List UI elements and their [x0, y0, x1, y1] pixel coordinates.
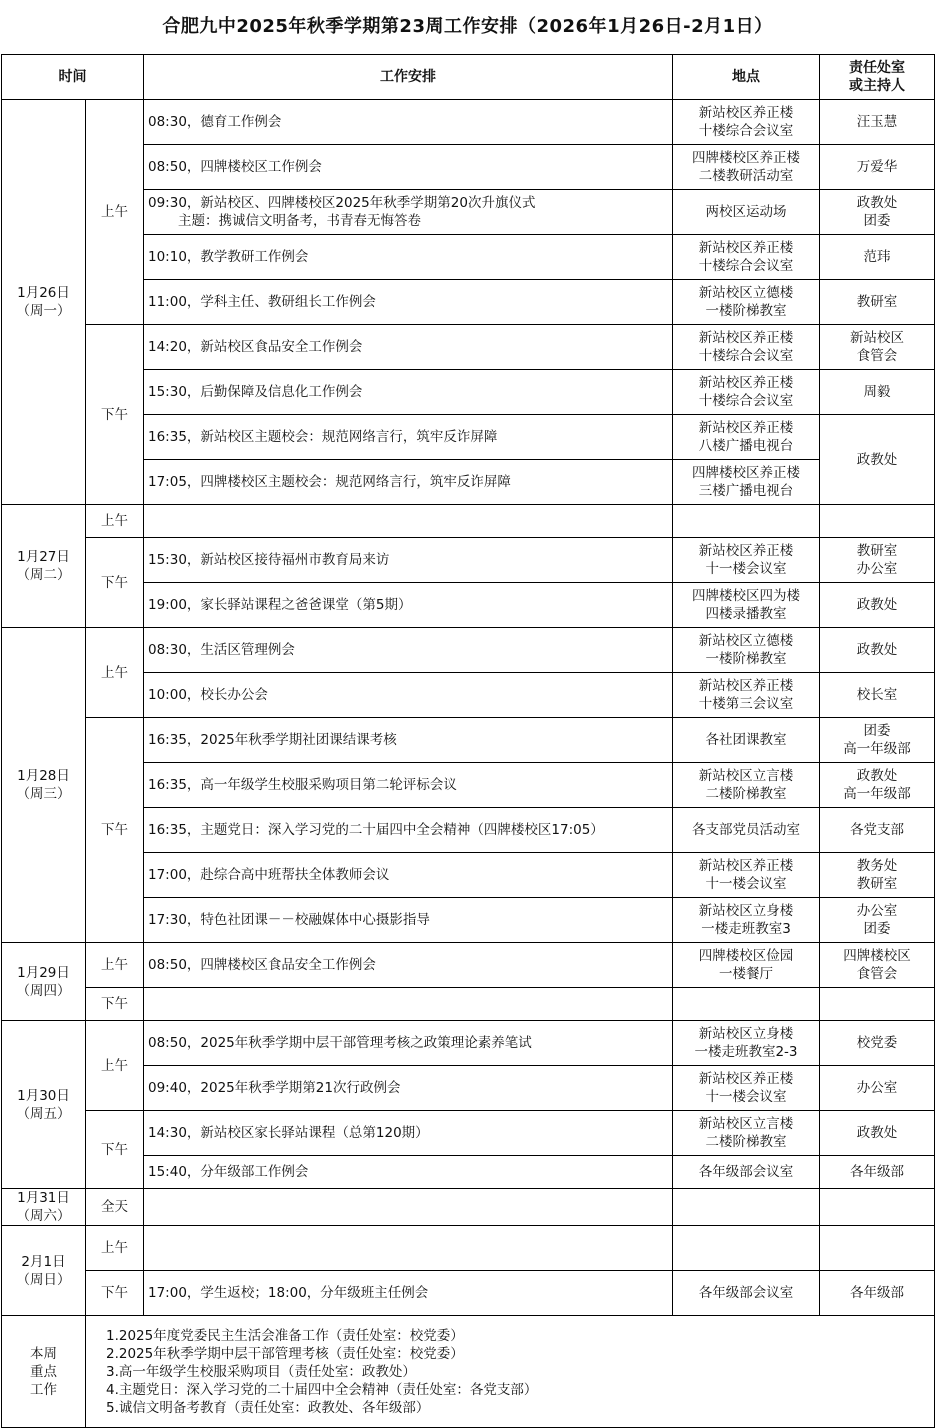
period-cell: [86, 505, 144, 538]
work-item-subtitle: 主题：携诚信文明备考，书青春无悔答卷: [178, 213, 421, 229]
owner-cell: [820, 1271, 935, 1316]
period-label: 上午: [101, 204, 128, 220]
work-cell: [144, 145, 673, 190]
owner-line: 团委: [863, 723, 891, 739]
day-cell: [2, 628, 86, 943]
period-cell: [86, 538, 144, 628]
place-line: 十一楼会议室: [705, 561, 787, 577]
owner-line: 政教处: [856, 451, 898, 468]
day-weekday: （周五）: [16, 1105, 71, 1122]
work-item: 16:35，主题党日：深入学习党的二十届四中全会精神（四牌楼校区17:05）: [148, 822, 604, 838]
place-line: 新站校区养正楼: [698, 330, 794, 346]
place-cell: [673, 190, 820, 235]
place-cell: [673, 325, 820, 370]
owner-cell: [820, 718, 935, 763]
place-line: 新站校区养正楼: [698, 375, 794, 391]
place-cell: [673, 505, 820, 538]
place-line: 新站校区立德楼: [698, 285, 794, 301]
work-cell: [144, 1156, 673, 1189]
work-item: 19:00，家长驿站课程之爸爸课堂（第5期）: [148, 597, 412, 613]
header-place: [673, 55, 820, 100]
period-label: 下午: [101, 996, 128, 1012]
work-item: 08:50，四牌楼校区食品安全工作例会: [148, 957, 376, 973]
place-cell: [673, 1189, 820, 1226]
work-item: 11:00，学科主任、教研组长工作例会: [148, 294, 376, 310]
focus-item: 4.主题党日：深入学习党的二十届四中全会精神（责任处室：各党支部）: [106, 1381, 538, 1398]
work-item: 08:30，生活区管理例会: [148, 642, 295, 658]
work-cell: [144, 1189, 673, 1226]
focus-item: 5.诚信文明备考教育（责任处室：政教处、各年级部）: [106, 1399, 430, 1416]
work-item: 17:30，特色社团课－－校融媒体中心摄影指导: [148, 912, 430, 928]
place-line: 四牌楼校区养正楼: [692, 465, 800, 481]
day-date: 1月29日: [17, 964, 70, 981]
owner-line: 政教处: [856, 1125, 898, 1141]
work-item: 10:10，教学教研工作例会: [148, 249, 309, 265]
owner-line: 校长室: [856, 687, 898, 703]
owner-cell: [820, 100, 935, 145]
day-cell: [2, 505, 86, 628]
place-line: 各年级部会议室: [698, 1164, 794, 1180]
owner-cell: [820, 235, 935, 280]
place-line: 新站校区立身楼: [698, 903, 794, 919]
work-item: 15:40，分年级部工作例会: [148, 1164, 309, 1180]
work-item: 10:00，校长办公会: [148, 687, 268, 703]
place-cell: [673, 898, 820, 943]
owner-line: 食管会: [856, 966, 898, 982]
table-row: [2, 628, 935, 673]
place-line: 新站校区养正楼: [698, 1071, 794, 1087]
place-line: 十一楼会议室: [705, 1089, 787, 1105]
day-weekday: （周四）: [16, 982, 71, 999]
owner-line: 教务处: [856, 858, 898, 874]
place-cell: [673, 988, 820, 1021]
day-weekday: （周一）: [16, 303, 71, 319]
work-cell: [144, 808, 673, 853]
owner-cell: [820, 1021, 935, 1066]
place-line: 三楼广播电视台: [698, 483, 794, 499]
place-line: 二楼阶梯教室: [705, 786, 787, 802]
place-line: 一楼餐厅: [719, 966, 773, 982]
focus-row: [2, 1316, 935, 1428]
place-cell: [673, 673, 820, 718]
period-cell: [86, 1111, 144, 1189]
place-line: 两校区运动场: [705, 204, 787, 220]
period-label: 下午: [101, 574, 128, 591]
table-row: [2, 325, 935, 370]
table-row: [2, 1226, 935, 1271]
period-label: 全天: [101, 1199, 128, 1215]
day-weekday: （周三）: [16, 786, 71, 802]
place-cell: [673, 1111, 820, 1156]
focus-item: 3.高一年级学生校服采购项目（责任处室：政教处）: [106, 1363, 416, 1380]
table-row: [2, 718, 935, 763]
work-item: 09:40，2025年秋季学期第21次行政例会: [148, 1080, 401, 1096]
table-row: [2, 1111, 935, 1156]
place-line: 新站校区养正楼: [698, 240, 794, 256]
owner-cell: [820, 628, 935, 673]
focus-item: 1.2025年度党委民主生活会准备工作（责任处室：校党委）: [106, 1327, 464, 1344]
page-title: 合肥九中2025年秋季学期第23周工作安排（2026年1月26日-2月1日）: [162, 16, 773, 37]
day-weekday: （周二）: [16, 567, 71, 583]
owner-line: 各党支部: [850, 822, 904, 838]
period-label: 下午: [101, 1141, 128, 1158]
owner-line: 四牌楼校区: [843, 948, 911, 964]
place-line: 各年级部会议室: [698, 1285, 794, 1301]
period-cell: [86, 628, 144, 718]
place-cell: [673, 280, 820, 325]
place-line: 十楼综合会议室: [698, 348, 794, 364]
place-line: 新站校区养正楼: [698, 858, 794, 874]
place-line: 一楼走班教室3: [701, 921, 791, 937]
focus-list-cell: [86, 1316, 935, 1428]
owner-line: 政教处: [856, 768, 898, 784]
owner-line: 政教处: [856, 195, 898, 211]
place-line: 二楼阶梯教室: [705, 1134, 787, 1150]
table-row: [2, 538, 935, 583]
day-cell: [2, 1189, 86, 1226]
place-line: 十一楼会议室: [705, 876, 787, 892]
work-cell: [144, 235, 673, 280]
place-cell: [673, 1021, 820, 1066]
work-item: 16:35，2025年秋季学期社团课结课考核: [148, 732, 397, 748]
work-cell: [144, 1066, 673, 1111]
place-line: 一楼阶梯教室: [705, 651, 787, 667]
place-line: 一楼走班教室2-3: [694, 1044, 798, 1060]
owner-cell: [820, 853, 935, 898]
owner-cell: [820, 1189, 935, 1226]
place-line: 二楼教研活动室: [698, 168, 794, 184]
place-cell: [673, 145, 820, 190]
work-cell: [144, 853, 673, 898]
owner-line: 汪玉慧: [856, 114, 898, 130]
owner-cell: [820, 280, 935, 325]
work-cell: [144, 763, 673, 808]
place-line: 四牌楼校区养正楼: [692, 150, 800, 166]
day-cell: [2, 943, 86, 1021]
owner-cell: [820, 1111, 935, 1156]
focus-label-line: 本周: [30, 1345, 57, 1362]
owner-cell: [820, 673, 935, 718]
schedule-table: [1, 54, 935, 1428]
place-cell: [673, 583, 820, 628]
place-cell: [673, 460, 820, 505]
place-cell: [673, 538, 820, 583]
place-line: 新站校区立言楼: [698, 768, 794, 784]
place-cell: [673, 370, 820, 415]
owner-line: 教研室: [856, 876, 898, 892]
period-label: 下午: [101, 822, 128, 838]
place-cell: [673, 853, 820, 898]
day-date: 1月28日: [17, 768, 70, 784]
owner-line: 各年级部: [850, 1164, 904, 1180]
period-cell: [86, 325, 144, 505]
day-weekday: （周六）: [16, 1208, 71, 1224]
owner-line: 办公室: [856, 903, 898, 919]
period-cell: [86, 100, 144, 325]
work-cell: [144, 673, 673, 718]
period-cell: [86, 1021, 144, 1111]
owner-line: 团委: [863, 213, 891, 229]
period-cell: [86, 943, 144, 988]
place-line: 新站校区立言楼: [698, 1116, 794, 1132]
owner-cell: [820, 505, 935, 538]
work-item: 14:20，新站校区食品安全工作例会: [148, 339, 363, 355]
place-line: 各支部党员活动室: [692, 822, 800, 838]
owner-cell: [820, 190, 935, 235]
work-cell: [144, 1226, 673, 1271]
focus-label-line: 重点: [30, 1363, 57, 1380]
place-line: 十楼综合会议室: [698, 123, 794, 139]
place-cell: [673, 100, 820, 145]
work-cell: [144, 190, 673, 235]
place-line: 十楼综合会议室: [698, 393, 794, 409]
day-date: 1月30日: [17, 1087, 70, 1104]
period-label: 上午: [101, 957, 128, 973]
work-cell: [144, 628, 673, 673]
owner-line: 办公室: [856, 1080, 898, 1096]
work-item: 15:30，新站校区接待福州市教育局来访: [148, 552, 390, 568]
owner-line: 周毅: [863, 384, 891, 400]
day-date: 1月26日: [17, 285, 70, 301]
period-cell: [86, 718, 144, 943]
place-cell: [673, 235, 820, 280]
day-cell: [2, 1226, 86, 1316]
owner-line: 高一年级部: [843, 786, 911, 802]
place-cell: [673, 718, 820, 763]
owner-cell: [820, 1226, 935, 1271]
place-line: 新站校区立身楼: [698, 1026, 794, 1042]
owner-cell: [820, 583, 935, 628]
place-line: 各社团课教室: [705, 732, 787, 748]
place-line: 一楼阶梯教室: [705, 303, 787, 319]
work-item: 17:05，四牌楼校区主题校会：规范网络言行，筑牢反诈屏障: [148, 474, 511, 490]
place-line: 四楼录播教室: [705, 606, 787, 622]
header-place-label: 地点: [732, 69, 760, 85]
owner-line: 办公室: [856, 561, 898, 577]
day-weekday: （周日）: [16, 1271, 71, 1288]
place-cell: [673, 1226, 820, 1271]
place-cell: [673, 1066, 820, 1111]
owner-cell: [820, 1066, 935, 1111]
period-cell: [86, 1189, 144, 1226]
work-item: 16:35，高一年级学生校服采购项目第二轮评标会议: [148, 777, 457, 793]
work-cell: [144, 1111, 673, 1156]
table-row: [2, 1021, 935, 1066]
period-label: 上午: [101, 513, 128, 529]
work-item: 14:30，新站校区家长驿站课程（总第120期）: [148, 1125, 429, 1141]
period-label: 下午: [101, 406, 128, 423]
work-item: 16:35，新站校区主题校会：规范网络言行，筑牢反诈屏障: [148, 429, 498, 445]
header-owner: [820, 55, 935, 100]
work-cell: [144, 370, 673, 415]
work-cell: [144, 538, 673, 583]
owner-line: 新站校区: [850, 330, 904, 346]
owner-cell: [820, 415, 935, 505]
period-label: 上午: [101, 1240, 128, 1256]
owner-line: 政教处: [856, 597, 898, 613]
place-line: 四牌楼校区俭园: [698, 948, 794, 964]
work-cell: [144, 280, 673, 325]
work-cell: [144, 415, 673, 460]
owner-cell: [820, 538, 935, 583]
place-line: 十楼第三会议室: [698, 696, 794, 712]
work-cell: [144, 1021, 673, 1066]
table-row: [2, 1189, 935, 1226]
focus-list: [90, 1327, 934, 1417]
place-cell: [673, 415, 820, 460]
owner-line: 高一年级部: [843, 741, 911, 757]
table-row: [2, 100, 935, 145]
day-cell: [2, 1021, 86, 1189]
work-cell: [144, 583, 673, 628]
work-cell: [144, 460, 673, 505]
header-time-label: 时间: [58, 69, 87, 85]
owner-line: 万爱华: [856, 159, 898, 175]
work-cell: [144, 943, 673, 988]
work-cell: [144, 1271, 673, 1316]
place-cell: [673, 628, 820, 673]
header-work: [144, 55, 673, 100]
header-time: [2, 55, 144, 100]
owner-line: 范玮: [863, 249, 891, 265]
owner-line: 食管会: [856, 348, 898, 364]
focus-label: [2, 1316, 86, 1428]
owner-cell: [820, 988, 935, 1021]
place-line: 四牌楼校区四为楼: [692, 588, 800, 604]
table-row: [2, 505, 935, 538]
owner-cell: [820, 943, 935, 988]
place-line: 新站校区养正楼: [698, 543, 794, 559]
place-line: 新站校区养正楼: [698, 420, 794, 436]
day-date: 1月31日: [17, 1190, 70, 1206]
header-owner-label-line2: 或主持人: [849, 78, 905, 94]
owner-cell: [820, 1156, 935, 1189]
work-cell: [144, 988, 673, 1021]
work-item: 15:30，后勤保障及信息化工作例会: [148, 384, 363, 400]
table-row: [2, 943, 935, 988]
period-cell: [86, 988, 144, 1021]
header-owner-label-line1: 责任处室: [849, 60, 905, 76]
work-cell: [144, 100, 673, 145]
owner-cell: [820, 808, 935, 853]
day-date: 2月1日: [21, 1253, 66, 1270]
period-cell: [86, 1226, 144, 1271]
place-line: 新站校区养正楼: [698, 105, 794, 121]
owner-cell: [820, 898, 935, 943]
place-line: 八楼广播电视台: [698, 438, 794, 454]
place-cell: [673, 1156, 820, 1189]
place-line: 新站校区立德楼: [698, 633, 794, 649]
owner-line: 政教处: [856, 642, 898, 658]
work-item: 09:30，新站校区、四牌楼校区2025年秋季学期第20次升旗仪式: [148, 195, 536, 211]
work-cell: [144, 718, 673, 763]
work-item: 08:50，四牌楼校区工作例会: [148, 159, 322, 175]
work-cell: [144, 325, 673, 370]
table-row: [2, 1271, 935, 1316]
place-cell: [673, 763, 820, 808]
place-cell: [673, 943, 820, 988]
owner-cell: [820, 763, 935, 808]
owner-cell: [820, 145, 935, 190]
place-line: 十楼综合会议室: [698, 258, 794, 274]
place-cell: [673, 808, 820, 853]
owner-cell: [820, 325, 935, 370]
period-label: 下午: [101, 1285, 128, 1301]
owner-line: 团委: [863, 921, 891, 937]
day-date: 1月27日: [17, 549, 70, 565]
day-cell: [2, 100, 86, 505]
period-label: 上午: [101, 664, 128, 681]
place-line: 新站校区养正楼: [698, 678, 794, 694]
work-cell: [144, 898, 673, 943]
work-item: 08:30，德育工作例会: [148, 114, 282, 130]
work-cell: [144, 505, 673, 538]
table-row: [2, 988, 935, 1021]
focus-item: 2.2025年秋季学期中层干部管理考核（责任处室：校党委）: [106, 1345, 464, 1362]
focus-label-line: 工作: [30, 1381, 57, 1398]
work-item: 08:50，2025年秋季学期中层干部管理考核之政策理论素养笔试: [148, 1035, 532, 1051]
work-item: 17:00，赴综合高中班帮扶全体教师会议: [148, 867, 390, 883]
period-label: 上午: [101, 1057, 128, 1074]
place-cell: [673, 1271, 820, 1316]
owner-line: 校党委: [856, 1035, 898, 1051]
period-cell: [86, 1271, 144, 1316]
owner-cell: [820, 370, 935, 415]
header-work-label: 工作安排: [380, 69, 436, 85]
owner-line: 各年级部: [850, 1285, 904, 1301]
owner-line: 教研室: [856, 543, 898, 559]
work-item: 17:00，学生返校；18:00，分年级班主任例会: [148, 1285, 429, 1301]
owner-line: 教研室: [856, 294, 898, 310]
